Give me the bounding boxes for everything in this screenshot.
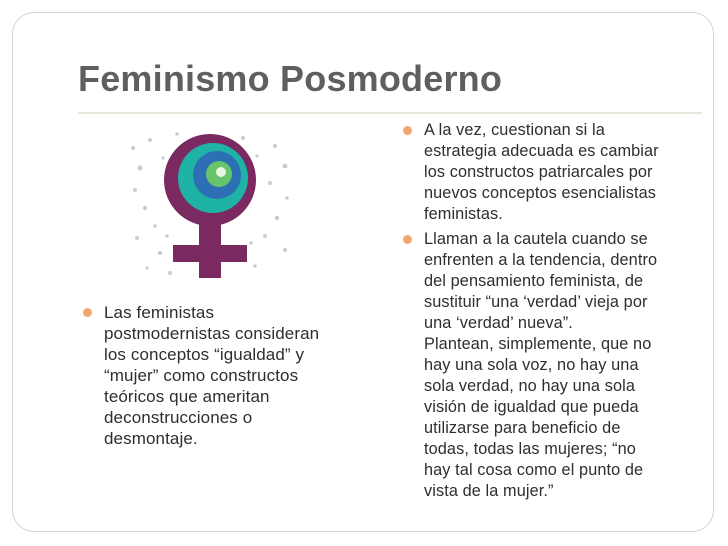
text-line: los constructos patriarcales por — [424, 163, 653, 181]
right-bullet — [400, 229, 695, 502]
text-line: visión de igualdad que pueda — [424, 398, 639, 416]
text-line: enfrenten a la tendencia, dentro — [424, 251, 658, 269]
right-text-block — [400, 120, 695, 506]
text-line: A la vez, cuestionan si la — [424, 121, 605, 139]
text-line: deconstrucciones o — [104, 408, 253, 427]
text-line: “mujer” como constructos — [104, 366, 299, 385]
text-line: Plantean, simplemente, que no — [424, 335, 652, 353]
text-line: teóricos que ameritan — [104, 387, 270, 406]
text-line: utilizarse para beneficio de — [424, 419, 621, 437]
text-line: desmontaje. — [104, 429, 198, 448]
text-line: Las feministas — [104, 303, 215, 322]
bullet-dot-icon — [83, 308, 92, 317]
text-line: una ‘verdad’ nueva”. — [424, 314, 573, 332]
text-line: feministas. — [424, 205, 503, 223]
text-line: hay tal cosa como el punto de — [424, 461, 644, 479]
text-line: estrategia adecuada es cambiar — [424, 142, 659, 160]
text-line: del pensamiento feminista, de — [424, 272, 644, 290]
female-symbol-image — [125, 128, 295, 283]
bullet-dot-icon — [403, 235, 412, 244]
text-line: nuevos conceptos esencialistas — [424, 184, 656, 202]
right-bullet — [400, 120, 695, 225]
text-line: sustituir “una ‘verdad’ vieja por — [424, 293, 648, 311]
text-line: vista de la mujer.” — [424, 482, 554, 500]
left-text-block — [80, 302, 380, 453]
bullet-dot-icon — [403, 126, 412, 135]
title-divider — [78, 112, 702, 114]
text-line: los conceptos “igualdad” y — [104, 345, 305, 364]
text-line: postmodernistas consideran — [104, 324, 320, 343]
text-line: todas, todas las mujeres; “no — [424, 440, 636, 458]
text-line: Llaman a la cautela cuando se — [424, 230, 648, 248]
slide-title: Feminismo Posmoderno — [78, 58, 503, 99]
text-line: sola verdad, no hay una sola — [424, 377, 635, 395]
left-bullet — [80, 302, 380, 449]
female-symbol-icon — [125, 128, 295, 283]
text-line: hay una sola voz, no hay una — [424, 356, 639, 374]
